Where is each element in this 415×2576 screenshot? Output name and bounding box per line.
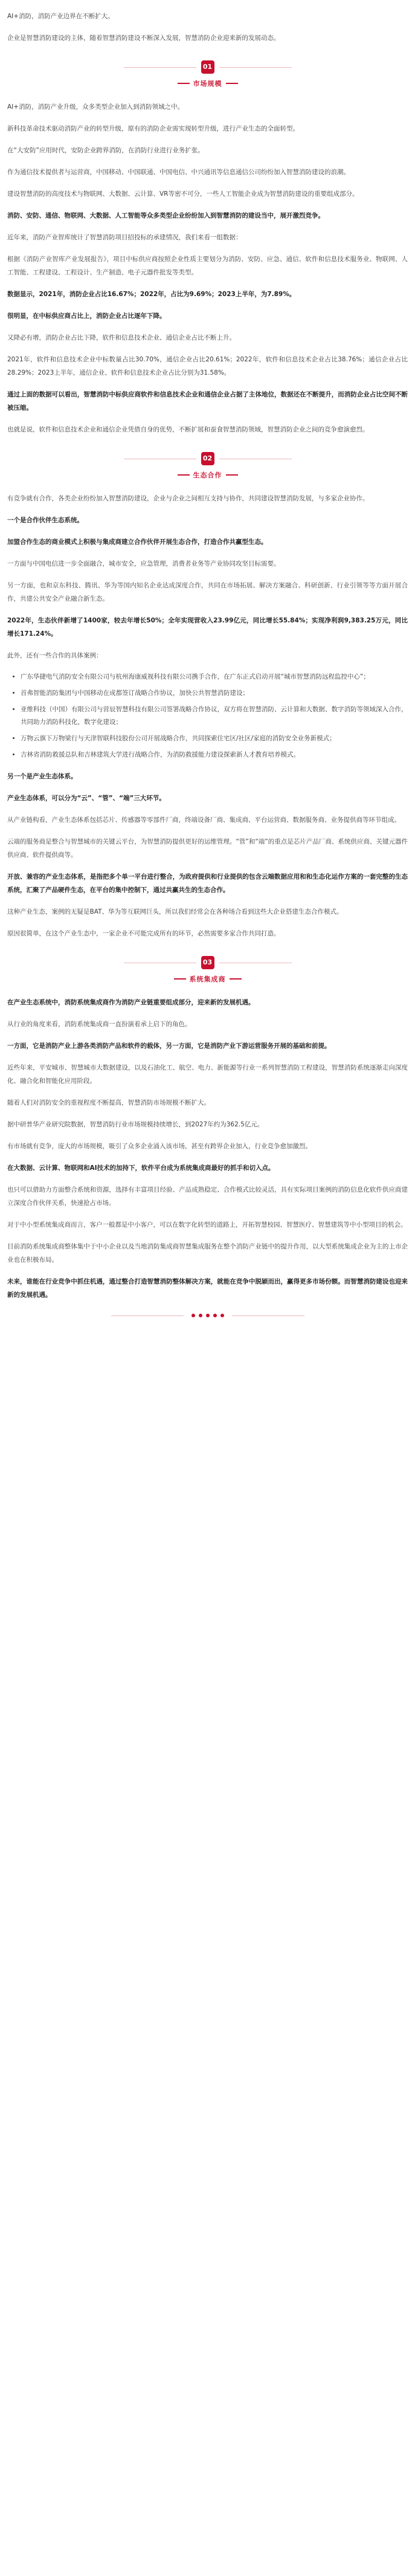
case-list-item: • 万物云旗下万物梁行与天津智联科技股份公司开展战略合作，共同探索住宅区/社区/家庭的消防安全业务新模式； (21, 732, 408, 745)
body-paragraph: 对于中小型系统集成商而言，客户一般都是中小客户，可以在数字化转型的道路上，开拓智慧校园、智慧医疗、智慧建筑等中小型项目的机会。 (7, 1221, 407, 1228)
section-number-badge: 02 (201, 452, 214, 465)
divider-line-left (111, 1315, 184, 1316)
section-header (7, 60, 408, 88)
title-dash (174, 978, 186, 980)
title-dash (226, 83, 238, 84)
divider-dots (190, 1314, 226, 1317)
body-paragraph: 从产业链构看，产业生态体系包括芯片、传感器等零部件厂商，终端设备厂商、集成商、平台运营商、数据服务商、业务提供商等环节组成。 (7, 816, 401, 824)
case-list (7, 671, 408, 761)
body-paragraph: 也只可以借助力方面整合系统和资源，选择有丰富项目经验、产品成熟稳定、合作模式比较灵活，具有实际项目案例的消防信息化软件供应商建立深度合作伙伴关系，快速抢占市场。 (7, 1186, 408, 1207)
intro-block (7, 10, 408, 45)
divider-line-right (232, 1315, 304, 1316)
body-paragraph: 云端的服务商是整合与智慧城市的关键云平台，为智慧消防提供更好的运维管理。“管”和“端”的重点是芯片产品厂商、系统供应商、关键元器件供应商、软件提供商等。 (7, 838, 408, 859)
section-number-badge: 01 (201, 60, 214, 74)
body-paragraph: 加盟合作生态的商业模式上积极与集成商建立合作伙伴开展生态合作，打造合作共赢型生态。 (7, 538, 268, 546)
body-paragraph: 建设智慧消防的高度技术与物联网、大数据、云计算、VR等密不可分，一些人工智能企业成为智慧消防建设的重要组成部分。 (7, 190, 359, 198)
section-title: 市场规模 (193, 80, 222, 88)
body-paragraph: 据中研普华产业研究院数据，智慧消防行业市场规模持续增长，到2027年约为362.5亿元。 (7, 1121, 264, 1128)
case-list-item: • 亚维科技（中国）有限公司与营辰智慧科技有限公司签署战略合作协议，双方将在智慧消防、云计算和大数据、数字消防等领域深入合作，共同助力消防科技化，数字化建设； (21, 703, 408, 729)
body-paragraph: 又降必有增，消防企业占比下降，软件和信息技术企业、通信企业占比不断上升。 (7, 334, 236, 341)
dot-icon (199, 1314, 202, 1317)
case-list-item: • 首弗智能消防集团与中国移动在成都签订战略合作协议，加快公共智慧消防建设； (21, 687, 408, 700)
intro-paragraph: 企业是智慧消防建设的主体，随着智慧消防建设不断深入发展，智慧消防企业迎来新的发展动态。 (7, 34, 280, 42)
dot-icon (206, 1314, 210, 1317)
title-dash (226, 474, 238, 476)
body-paragraph: 原因很简单，在这个产业生态中，一家企业不可能完成所有的环节，必然需要多家合作共同打造。 (7, 930, 280, 937)
dot-icon (213, 1314, 217, 1317)
case-list-item: • 吉林省消防救援总队和吉林建筑大学进行战略合作，为消防救援能力建设探索新人才教育培养模式。 (21, 749, 408, 761)
section-number-row (7, 60, 408, 74)
body-paragraph: 一方面与中国电信进一步全面融合，城市安全，应急管理，消费者业务等产业协同攻坚目标需要。 (7, 560, 280, 567)
body-paragraph: 近些年来，平安城市、智慧城市大数据建设，以及石油化工、航空、电力、新能源等行业一系列智慧消防工程建设，智慧消防系统逐渐走向深度化、融合化和智能化应用阶段。 (7, 1064, 408, 1085)
body-paragraph: 也就是说，软件和信息技术企业和通信企业凭借自身的优势，不断扩展和蚕食智慧消防领域，智慧消防企业之间的竞争愈演愈烈。 (7, 426, 369, 433)
title-dash (178, 474, 190, 476)
section-title-row (7, 79, 408, 88)
body-paragraph: 根据《消防产业智库产业发展报告》，项目中标供应商按照企业性质主要划分为消防、安防、应急、通信、软件和信息技术服务业、物联网、人工智能、工程建设、工程设计、生产制造、电子元器件批发等类型。 (7, 256, 408, 276)
body-paragraph: 另一个是产业生态体系。 (7, 773, 77, 780)
body-paragraph: 在“大安防”应用时代，安防企业跨界消防，在消防行业进行业务扩张。 (7, 147, 204, 154)
body-paragraph: 新科技革命技术驱动消防产业的转型升级，原有的消防企业需实现转型升级，进行产业生态的全面转型。 (7, 125, 299, 132)
body-paragraph: 在产业生态系统中，消防系统集成商作为消防产业链重要组成部分，迎来新的发展机遇。 (7, 999, 255, 1006)
body-paragraph: 近年来，消防产业智库统计了智慧消防项目招投标的承建情况，我们来看一组数据： (7, 234, 242, 241)
footer-divider (7, 1314, 408, 1317)
body-paragraph: 另一方面，也和京东科技、腾讯、华为等国内知名企业达成深度合作，共同在市场拓展、解决方案融合、科研创新、行业引领等等方面开展合作，共建公共安全产业融合新生态。 (7, 582, 408, 602)
section-number-row (7, 452, 408, 465)
section-number-badge: 03 (201, 956, 214, 969)
dot-icon (191, 1314, 195, 1317)
body-paragraph: 在大数据、云计算、物联网和AI技术的加持下，软件平台成为系统集成商最好的抓手和切入点。 (7, 1164, 275, 1172)
sections-container (7, 60, 408, 1302)
divider-line (219, 67, 292, 68)
body-paragraph: 此外，还有一些合作的具体案例： (7, 652, 103, 659)
section-header (7, 452, 408, 480)
case-list-item: • 广东华捷电气消防安全有限公司与杭州海康威视科技有限公司携手合作，在广东正式启动开展“城市智慧消防远程监控中心”； (21, 671, 408, 683)
section-title: 系统集成商 (189, 975, 226, 983)
title-dash (230, 978, 242, 980)
body-paragraph: 未来，谁能在行业竞争中抓住机遇，通过整合打造智慧消防整体解决方案，就能在竞争中脱颖而出，赢得更多市场份额。而智慧消防建设也迎来新的发展机遇。 (7, 1278, 408, 1299)
body-paragraph: 通过上面的数据可以看出，智慧消防中标供应商软件和信息技术企业和通信企业占据了主体地位，数据还在不断提升，而消防企业占比空间不断被压缩。 (7, 391, 408, 412)
body-paragraph: 这种产业生态，案例的无疑是BAT、华为等互联网巨头，所以我们经常会在各种场合看到这些大企业搭建生态合作模式。 (7, 908, 343, 915)
body-paragraph: 有市场就有竞争，庞大的市场规模，吸引了众多企业涌入该市场，甚至有跨界企业加入，行业竞争愈加激烈。 (7, 1143, 312, 1150)
title-dash (178, 83, 190, 84)
section-title: 生态合作 (193, 471, 222, 479)
divider-line (124, 67, 196, 68)
body-paragraph: 从行业的角度来看，消防系统集成商一直扮演着承上启下的角色。 (7, 1021, 191, 1028)
body-paragraph: 很明显，在中标供应商占比上，消防企业占比逐年下降。 (7, 312, 166, 320)
body-paragraph: 2021年，软件和信息技术企业中标数量占比30.70%，通信企业占比20.61%；2022年，软件和信息技术企业占比38.76%；通信企业占比28.29%；2023上半年，通信企业、软件和信息技术企业占比分别为31.58%。 (7, 356, 408, 376)
body-paragraph: 数据显示，2021年，消防企业占比16.67%；2022年，占比为9.69%；2023上半年，为7.89%。 (7, 291, 296, 298)
body-paragraph: 消防、安防、通信、物联网、大数据、人工智能等众多类型企业纷纷加入到智慧消防的建设当中，展开激烈竞争。 (7, 212, 324, 219)
section-title-row (7, 974, 408, 984)
body-paragraph: 产业生态体系，可以分为“云”、“管”、“端”三大环节。 (7, 795, 166, 802)
section-title-row (7, 470, 408, 480)
body-paragraph: 开放、兼容的产业生态体系，是指把多个单一平台进行整合，为政府提供和行业提供的包含云端数据应用和和生态化运作方案的一套完整的生态系统，汇聚了产品硬件生态，在平台的集中控制下，通过共赢共生的生态合作。 (7, 873, 408, 894)
body-paragraph: 随着人们对消防安全的重视程度不断提高，智慧消防市场规模不断扩大。 (7, 1099, 210, 1106)
section-number-row (7, 956, 408, 969)
body-paragraph: 一方面，它是消防产业上游各类消防产品和软件的载体，另一方面，它是消防产业下游运营服务开展的基础和前提。 (7, 1042, 331, 1050)
body-paragraph: 作为通信技术提供者与运营商，中国移动、中国联通、中国电信、中兴通讯等信息通信公司纷纷加入智慧消防建设的浪潮。 (7, 169, 350, 176)
section-header (7, 956, 408, 984)
body-paragraph: 一个是合作伙伴生态系统。 (7, 517, 83, 524)
body-paragraph: 有竞争就有合作，各类企业纷纷加入智慧消防建设，企业与企业之间相互支持与协作，共同建设智慧消防发展，与多家企业协作。 (7, 495, 369, 502)
body-paragraph: AI+消防，消防产业升级，众多类型企业加入到消防领域之中。 (7, 103, 184, 111)
body-paragraph: 2022年，生态伙伴新增了1400家，较去年增长50%；全年实现营收入23.99亿元，同比增长55.84%；实现净利润9,383.25万元，同比增长171.24%。 (7, 617, 408, 638)
body-paragraph: 目前消防系统集成商整体集中于中小企业以及当地消防集成商智慧集成服务在整个消防产业链中的提升作用，以大型系统集成企业为主的上市企业也在积极布局。 (7, 1243, 408, 1264)
dot-icon (220, 1314, 224, 1317)
intro-paragraph: AI+消防，消防产业边界在不断扩大。 (7, 13, 114, 20)
